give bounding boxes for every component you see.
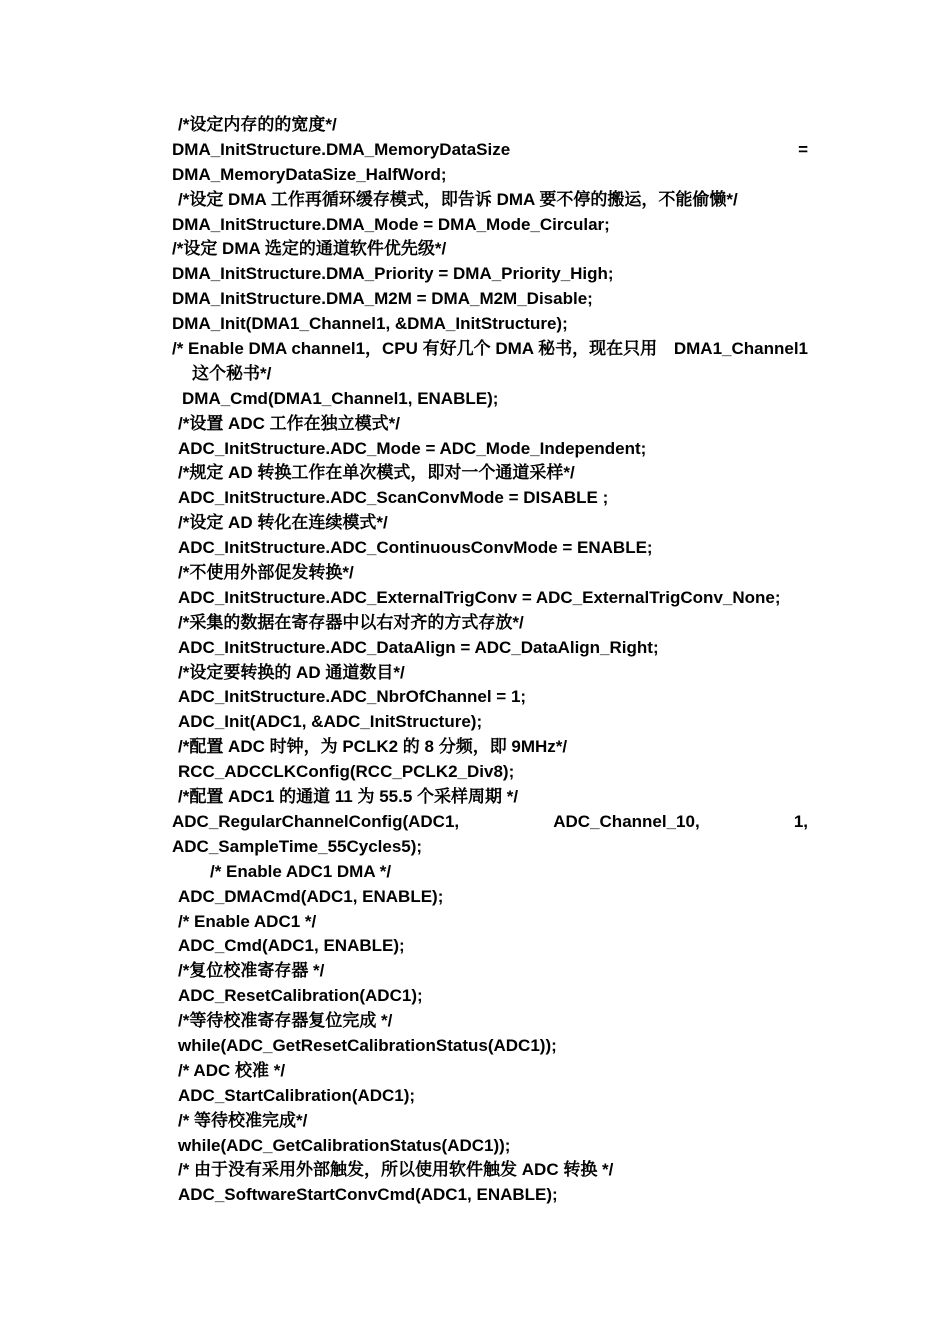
comment-line: /*采集的数据在寄存器中以右对齐的方式存放*/ [178,612,524,632]
comment-line: /*设定 DMA 选定的通道软件优先级*/ [172,239,447,259]
code-line: DMA_InitStructure.DMA_Priority = DMA_Priority_High; [172,264,614,284]
comment-line: /* 由于没有采用外部触发，所以使用软件触发 ADC 转换 */ [178,1160,614,1180]
comment-line: /* 等待校准完成*/ [178,1110,308,1130]
comment-line: /*设定 AD 转化在连续模式*/ [178,513,388,533]
comment-fragment: DMA1_Channel1 [673,339,808,359]
code-line: RCC_ADCCLKConfig(RCC_PCLK2_Div8); [178,762,515,782]
code-line: DMA_Init(DMA1_Channel1, &DMA_InitStructure); [172,314,568,334]
code-fragment: DMA_InitStructure.DMA_MemoryDataSize [172,139,511,159]
code-line: ADC_ResetCalibration(ADC1); [178,986,423,1006]
code-line: ADC_InitStructure.ADC_ExternalTrigConv = ADC_ExternalTrigConv_None; [178,587,781,607]
code-line: DMA_InitStructure.DMA_M2M = DMA_M2M_Disable; [172,289,593,309]
comment-line: 这个秘书*/ [192,363,272,383]
comment-line: /*设定内存的的宽度*/ [178,115,337,134]
comment-line: /*设置 ADC 工作在独立模式*/ [178,413,400,433]
comment-line: /*规定 AD 转换工作在单次模式，即对一个通道采样*/ [178,463,575,483]
comment-line: /* ADC 校准 */ [178,1060,286,1080]
code-listing [172,113,808,1208]
comment-fragment: /* Enable DMA channel1，CPU 有好几个 DMA 秘书，现在只用 [172,339,658,359]
code-line [172,810,808,835]
comment-line: /*不使用外部促发转换*/ [178,563,354,583]
comment-line: /*等待校准寄存器复位完成 */ [178,1011,393,1031]
code-line: while(ADC_GetResetCalibrationStatus(ADC1)); [178,1035,557,1055]
code-fragment: ADC_RegularChannelConfig(ADC1, [172,811,460,831]
code-line: ADC_InitStructure.ADC_NbrOfChannel = 1; [178,687,527,707]
code-line: ADC_SampleTime_55Cycles5); [172,836,423,856]
comment-line [172,337,808,362]
code-line: ADC_InitStructure.ADC_ScanConvMode = DISABLE ; [178,488,609,508]
comment-line: /*设定要转换的 AD 通道数目*/ [178,662,405,682]
comment-line: /* Enable ADC1 */ [178,911,317,931]
code-line: while(ADC_GetCalibrationStatus(ADC1)); [178,1135,511,1155]
code-line: DMA_InitStructure.DMA_Mode = DMA_Mode_Circular; [172,214,610,234]
code-fragment: 1, [793,811,808,831]
comment-line: /*复位校准寄存器 */ [178,961,325,981]
code-line: ADC_InitStructure.ADC_ContinuousConvMode = ENABLE; [178,538,653,558]
code-line: ADC_DMACmd(ADC1, ENABLE); [178,886,444,906]
code-fragment: = [798,139,808,159]
code-line: DMA_MemoryDataSize_HalfWord; [172,164,447,184]
code-line: ADC_Init(ADC1, &ADC_InitStructure); [178,712,483,732]
comment-line: /*配置 ADC 时钟，为 PCLK2 的 8 分频，即 9MHz*/ [178,737,568,757]
comment-line: /* Enable ADC1 DMA */ [210,861,392,881]
code-fragment: ADC_Channel_10, [553,811,700,831]
code-line: DMA_Cmd(DMA1_Channel1, ENABLE); [182,388,499,408]
code-line: ADC_InitStructure.ADC_Mode = ADC_Mode_Independent; [178,438,647,458]
code-line: ADC_Cmd(ADC1, ENABLE); [178,936,405,956]
code-line: ADC_InitStructure.ADC_DataAlign = ADC_DataAlign_Right; [178,637,659,657]
code-line [172,138,808,163]
code-line: ADC_SoftwareStartConvCmd(ADC1, ENABLE); [178,1185,558,1205]
comment-line: /*配置 ADC1 的通道 11 为 55.5 个采样周期 */ [178,787,519,807]
comment-line: /*设定 DMA 工作再循环缓存模式，即告诉 DMA 要不停的搬运，不能偷懒*/ [178,189,738,209]
code-line: ADC_StartCalibration(ADC1); [178,1085,416,1105]
